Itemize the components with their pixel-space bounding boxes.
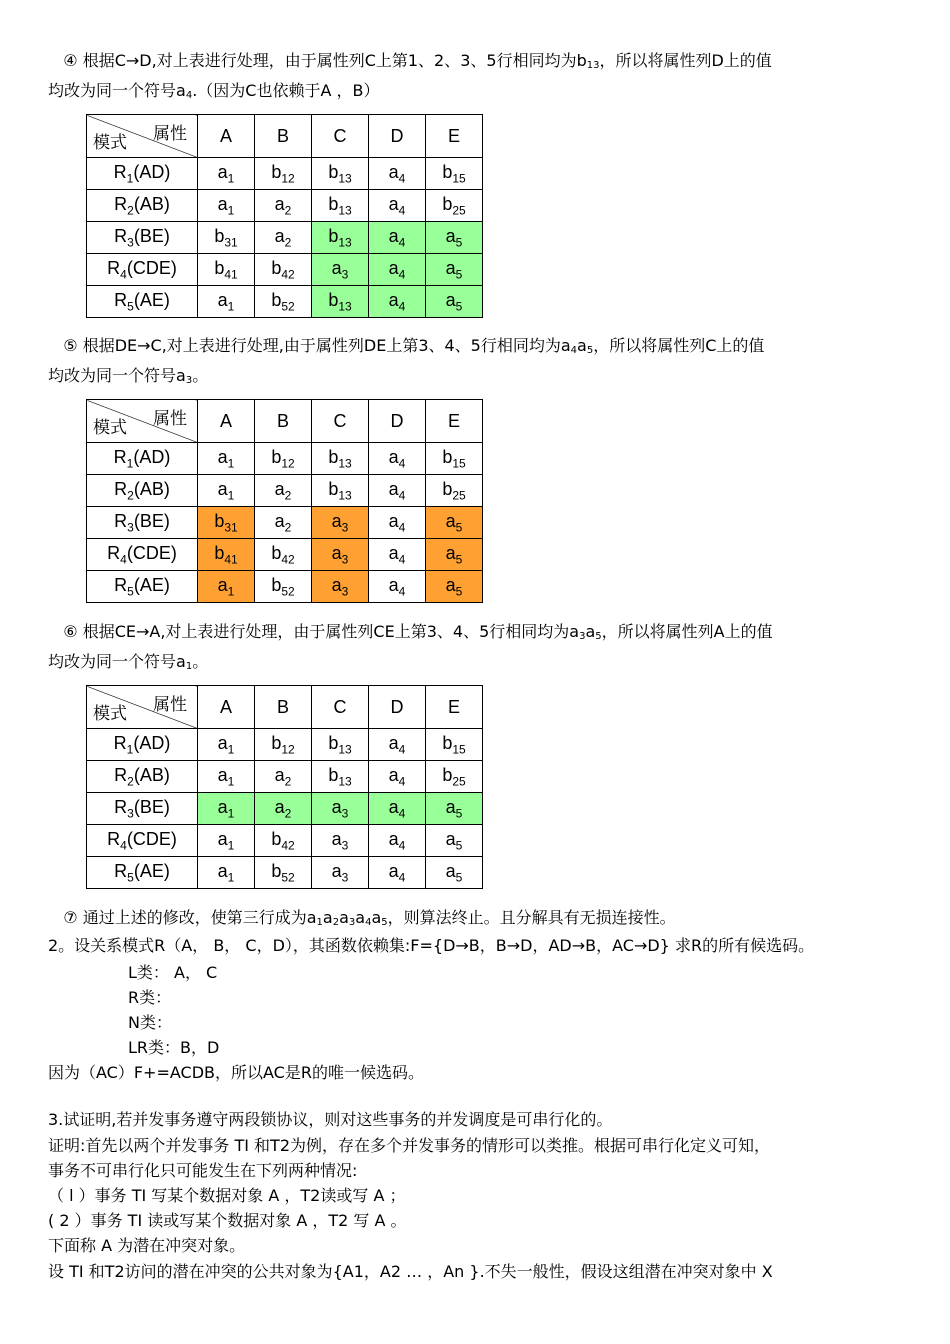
table-cell: $a_4$ [369,158,426,190]
table-cell: $a_4$ [369,571,426,603]
q3-proof-line4: 设 TI 和T2访问的潜在冲突的公共对象为{A1，A2 … ，An }.不失一般性，假设这组潜在冲突对象中 X [48,1262,773,1281]
header-attr-label: 属性 [153,124,187,144]
column-header-D: D [369,400,426,443]
row-label: $R_5(AE)$ [87,286,198,318]
q3-case1: （ l ）事务 TI 写某个数据对象 A ，T2读或写 A ； [48,1186,406,1205]
table-cell: $a_3$ [312,825,369,857]
column-header-E: E [426,400,483,443]
table-cell: $a_1$ [198,286,255,318]
column-header-D: D [369,686,426,729]
step6-line2: 均改为同一个符号$a_1$。 [48,652,209,672]
table-corner-cell [87,115,198,158]
q3-proof-line1: 证明:首先以两个并发事务 TI 和T2为例，存在多个并发事务的情形可以类推。根据可串行化定义可知， [48,1136,771,1155]
decomposition-table-1 [86,114,483,318]
table-cell: $b_{52}$ [255,571,312,603]
table-cell: $a_5$ [426,793,483,825]
table-cell: $a_4$ [369,793,426,825]
row-label: $R_1(AD)$ [87,729,198,761]
row-label: $R_1(AD)$ [87,443,198,475]
table-row [87,571,483,603]
table-cell: $b_{25}$ [426,475,483,507]
table-cell: $b_{13}$ [312,190,369,222]
table-cell: $a_4$ [369,254,426,286]
q2-n-class: N类： [128,1013,172,1032]
table-cell: $a_4$ [369,539,426,571]
table-cell: $a_2$ [255,507,312,539]
row-label: $R_2(AB)$ [87,475,198,507]
table-cell: $a_1$ [198,825,255,857]
step7-line: ⑦ 通过上述的修改，使第三行成为$a_1a_2a_3a_4a_5$，则算法终止。且分解具有无损连接性。 [63,908,676,928]
header-mode-label: 模式 [93,133,127,153]
table-row [87,286,483,318]
table-cell: $b_{25}$ [426,190,483,222]
table-cell: $b_{42}$ [255,254,312,286]
column-header-E: E [426,115,483,158]
table-cell: $b_{13}$ [312,222,369,254]
table-row [87,857,483,889]
table-cell: $b_{52}$ [255,286,312,318]
table-cell: $a_4$ [369,507,426,539]
table-cell: $b_{42}$ [255,825,312,857]
table-cell: $a_1$ [198,793,255,825]
header-attr-label: 属性 [153,695,187,715]
table-cell: $a_2$ [255,222,312,254]
table-cell: $a_2$ [255,190,312,222]
table-cell: $b_{12}$ [255,158,312,190]
table-header-row [87,115,483,158]
table-cell: $a_4$ [369,443,426,475]
row-label: $R_2(AB)$ [87,190,198,222]
table-header-row [87,686,483,729]
column-header-E: E [426,686,483,729]
table-cell: $b_{41}$ [198,539,255,571]
step5-line1: ⑤ 根据DE→C,对上表进行处理,由于属性列DE上第3、4、5行相同均为$a_4a_5$，所以将属性列C上的值 [63,336,765,356]
table-cell: $a_5$ [426,539,483,571]
table-cell: $a_1$ [198,729,255,761]
table-row [87,729,483,761]
table-cell: $b_{31}$ [198,507,255,539]
table-cell: $b_{15}$ [426,158,483,190]
column-header-D: D [369,115,426,158]
table-cell: $a_3$ [312,571,369,603]
table-cell: $a_1$ [198,857,255,889]
row-label: $R_3(BE)$ [87,222,198,254]
header-mode-label: 模式 [93,704,127,724]
table-cell: $a_2$ [255,475,312,507]
row-label: $R_5(AE)$ [87,571,198,603]
table-cell: $a_1$ [198,190,255,222]
table-cell: $b_{15}$ [426,729,483,761]
q2-lr-class: LR类：B，D [128,1038,220,1057]
table-cell: $a_1$ [198,761,255,793]
table-corner-cell [87,400,198,443]
table-cell: $b_{25}$ [426,761,483,793]
column-header-B: B [255,115,312,158]
row-label: $R_1(AD)$ [87,158,198,190]
table-cell: $b_{13}$ [312,761,369,793]
step6-line1: ⑥ 根据CE→A,对上表进行处理，由于属性列CE上第3、4、5行相同均为$a_3a_5$，所以将属性列A上的值 [63,622,773,642]
table-cell: $b_{13}$ [312,286,369,318]
table-row [87,761,483,793]
row-label: $R_4(CDE)$ [87,825,198,857]
step4-line1: ④ 根据C→D,对上表进行处理，由于属性列C上第1、2、3、5行相同均为$b_{13}$，所以将属性列D上的值 [63,51,772,71]
column-header-B: B [255,400,312,443]
table-cell: $a_4$ [369,857,426,889]
table-cell: $a_4$ [369,729,426,761]
table-row [87,507,483,539]
q3-proof-line2: 事务不可串行化只可能发生在下列两种情况: [48,1161,358,1180]
column-header-C: C [312,115,369,158]
header-attr-label: 属性 [153,409,187,429]
table-cell: $a_3$ [312,507,369,539]
column-header-C: C [312,400,369,443]
step4-line2: 均改为同一个符号$a_4$.（因为C也依赖于A ，B） [48,81,380,101]
table-cell: $b_{52}$ [255,857,312,889]
table-cell: $b_{13}$ [312,158,369,190]
row-label: $R_5(AE)$ [87,857,198,889]
table-cell: $a_5$ [426,254,483,286]
table-cell: $a_2$ [255,761,312,793]
table-row [87,825,483,857]
table-cell: $a_3$ [312,857,369,889]
table-cell: $b_{12}$ [255,729,312,761]
table-cell: $a_1$ [198,475,255,507]
table-cell: $b_{42}$ [255,539,312,571]
column-header-C: C [312,686,369,729]
table-cell: $a_1$ [198,443,255,475]
q3-title: 3.试证明,若并发事务遵守两段锁协议，则对这些事务的并发调度是可串行化的。 [48,1110,613,1129]
q3-case2: ( 2 ）事务 TI 读或写某个数据对象 A ，T2 写 A 。 [48,1211,407,1230]
column-header-A: A [198,400,255,443]
q2-l-class: L类： A， C [128,963,218,982]
table-cell: $a_3$ [312,793,369,825]
column-header-A: A [198,686,255,729]
table-cell: $a_5$ [426,222,483,254]
q2-conclusion: 因为（AC）F+=ACDB，所以AC是R的唯一候选码。 [48,1063,424,1082]
row-label: $R_2(AB)$ [87,761,198,793]
column-header-B: B [255,686,312,729]
table-row [87,539,483,571]
table-row [87,443,483,475]
column-header-A: A [198,115,255,158]
table-cell: $a_4$ [369,286,426,318]
table-cell: $a_4$ [369,825,426,857]
table-row [87,158,483,190]
header-mode-label: 模式 [93,418,127,438]
table-cell: $b_{41}$ [198,254,255,286]
table-cell: $a_4$ [369,190,426,222]
table-cell: $a_5$ [426,286,483,318]
table-cell: $b_{12}$ [255,443,312,475]
table-cell: $b_{13}$ [312,729,369,761]
table-header-row [87,400,483,443]
table-cell: $a_2$ [255,793,312,825]
row-label: $R_4(CDE)$ [87,539,198,571]
table-cell: $a_4$ [369,475,426,507]
table-cell: $a_5$ [426,507,483,539]
table-row [87,793,483,825]
table-cell: $b_{15}$ [426,443,483,475]
table-cell: $a_5$ [426,857,483,889]
table-corner-cell [87,686,198,729]
table-row [87,190,483,222]
q3-proof-line3: 下面称 A 为潜在冲突对象。 [48,1236,246,1255]
table-row [87,222,483,254]
table-cell: $a_5$ [426,825,483,857]
table-row [87,475,483,507]
table-row [87,254,483,286]
row-label: $R_3(BE)$ [87,793,198,825]
table-cell: $a_5$ [426,571,483,603]
q2-r-class: R类： [128,988,172,1007]
step5-line2: 均改为同一个符号$a_3$。 [48,366,209,386]
decomposition-table-3 [86,685,483,889]
q2-title: 2。设关系模式R（A， B， C，D），其函数依赖集:F={D→B，B→D，AD→B，AC→D} 求R的所有候选码。 [48,936,815,955]
table-cell: $a_4$ [369,222,426,254]
table-cell: $a_4$ [369,761,426,793]
table-cell: $b_{13}$ [312,443,369,475]
row-label: $R_3(BE)$ [87,507,198,539]
table-cell: $a_1$ [198,158,255,190]
table-cell: $a_3$ [312,539,369,571]
table-cell: $a_1$ [198,571,255,603]
row-label: $R_4(CDE)$ [87,254,198,286]
table-cell: $b_{31}$ [198,222,255,254]
table-cell: $b_{13}$ [312,475,369,507]
decomposition-table-2 [86,399,483,603]
table-cell: $a_3$ [312,254,369,286]
